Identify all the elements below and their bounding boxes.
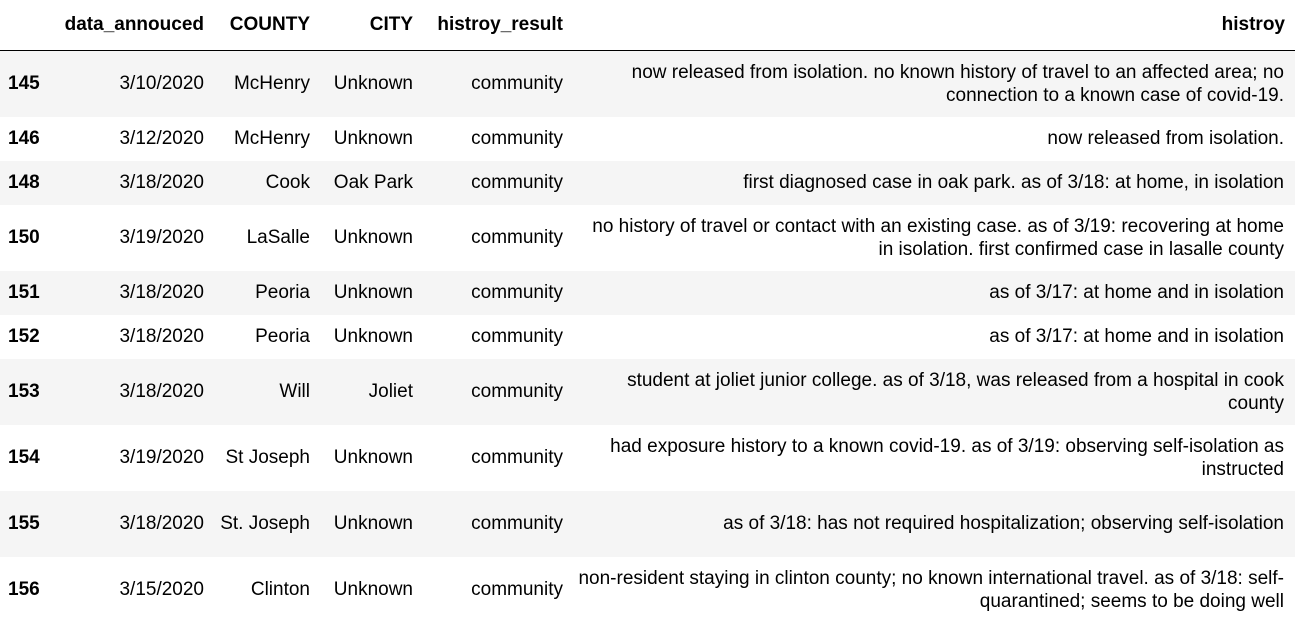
cell-history: as of 3/18: has not required hospitalization; observing self-isolation [723,513,1284,534]
row-index: 152 [8,326,40,347]
cell-history: no history of travel or contact with an existing case. as of 3/19: recovering at home in isolation. first confirmed case in lasalle county [592,215,1284,260]
cell-history: now released from isolation. [1047,128,1284,149]
column-header-county: COUNTY [214,0,320,51]
cell-city: Oak Park [333,172,413,193]
cell-result: community [471,447,563,468]
cell-county: Peoria [255,326,310,347]
cell-county: Cook [265,172,310,193]
cell-date: 3/18/2020 [119,381,204,402]
table-row [0,491,1295,557]
cell-city: Unknown [333,447,413,468]
cell-history: as of 3/17: at home and in isolation [989,326,1284,347]
cell-result: community [471,326,563,347]
cell-date: 3/10/2020 [119,73,204,95]
table-row [0,271,1295,315]
cell-county: McHenry [233,128,310,149]
row-index: 155 [8,513,40,534]
cell-result: community [471,513,563,534]
cell-history: had exposure history to a known covid-19. as of 3/19: observing self-isolation as instructed [610,435,1284,480]
cell-county: Peoria [255,282,310,303]
cell-city: Unknown [333,282,413,303]
cell-city: Unknown [333,579,413,600]
cell-city: Unknown [333,227,413,248]
cell-date: 3/18/2020 [119,326,204,347]
row-index: 153 [8,381,40,402]
cell-date: 3/19/2020 [119,227,204,248]
column-header-histroy: histroy [573,0,1295,51]
cell-city: Unknown [333,128,413,149]
cell-result: community [471,73,563,95]
row-index: 148 [8,172,40,193]
cell-city: Unknown [333,73,413,95]
table-row [0,161,1295,205]
row-index: 151 [8,282,40,303]
table-row [0,359,1295,425]
cell-history: as of 3/17: at home and in isolation [989,282,1284,303]
cell-history: student at joliet junior college. as of 3/18, was released from a hospital in cook county [627,369,1284,414]
cell-date: 3/19/2020 [119,447,204,468]
cell-city: Joliet [368,381,413,402]
cell-city: Unknown [333,513,413,534]
index-header [0,0,50,51]
cell-history: non-resident staying in clinton county; no known international travel. as of 3/18: self-quarantined; seems to be doing well [578,567,1284,612]
cell-county: LaSalle [246,227,310,248]
cell-result: community [471,227,563,248]
row-index: 145 [8,73,40,95]
cell-date: 3/18/2020 [119,282,204,303]
cell-county: McHenry [233,73,310,95]
table-row [0,117,1295,161]
cell-date: 3/18/2020 [119,172,204,193]
cell-history: first diagnosed case in oak park. as of 3/18: at home, in isolation [743,172,1284,193]
cell-date: 3/15/2020 [119,579,204,600]
row-index: 150 [8,227,40,248]
column-header-histroy-result: histroy_result [423,0,573,51]
cell-county: St Joseph [225,447,310,468]
cell-date: 3/18/2020 [119,513,204,534]
cell-result: community [471,579,563,600]
cell-result: community [471,381,563,402]
cell-history: now released from isolation. no known history of travel to an affected area; no connection to a known case of covid-19. [631,61,1284,106]
cell-city: Unknown [333,326,413,347]
table-row [0,315,1295,359]
table-row [0,205,1295,271]
table-row [0,425,1295,491]
column-header-data-annouced: data_annouced [50,0,214,51]
row-index: 146 [8,128,40,149]
table-row [0,557,1295,623]
column-header-city: CITY [320,0,423,51]
row-index: 154 [8,447,40,468]
cell-result: community [471,282,563,303]
cell-county: Will [279,381,310,402]
header-row [0,0,1295,51]
table-row [0,51,1295,117]
cell-result: community [471,172,563,193]
cell-county: St. Joseph [220,513,310,534]
cell-date: 3/12/2020 [119,128,204,149]
cell-county: Clinton [250,579,310,600]
cell-result: community [471,128,563,149]
row-index: 156 [8,579,40,600]
